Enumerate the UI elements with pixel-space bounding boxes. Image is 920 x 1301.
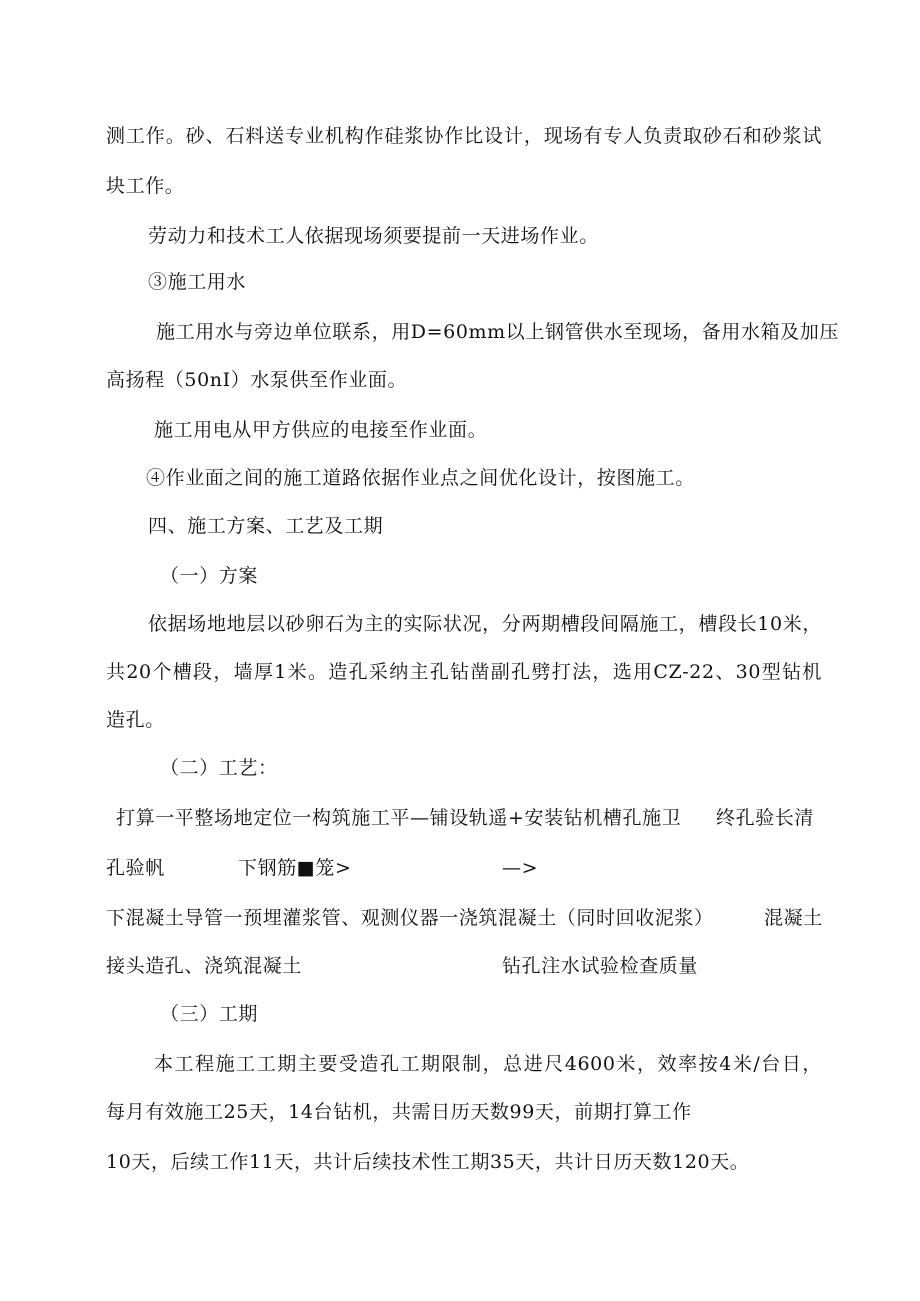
paragraph-line: 劳动力和技术工人依据现场须要提前一天进场作业。 [148,225,599,247]
subheading-plan: （一）方案 [160,565,259,587]
section-heading: 四、施工方案、工艺及工期 [148,515,384,537]
paragraph-line: 每月有效施工25天，14台钻机，共需日历天数99天，前期打算工作 [106,1101,692,1123]
subheading-water: ③施工用水 [148,271,247,293]
flow-text: 钻孔注水试验检查质量 [502,955,699,977]
flow-text: 下混凝土导管一预埋灌浆管、观测仪器一浇筑混凝土（同时回收泥浆） [106,907,714,929]
flow-text: 下钢筋■笼> [238,857,352,879]
process-flow-line [0,906,920,930]
flow-text: 接头造孔、浇筑混凝土 [106,955,303,977]
flow-text: 终孔验长清 [716,807,815,829]
paragraph-line: 本工程施工工期主要受造孔工期限制，总进尺4600米，效率按4米/台日， [154,1053,822,1075]
paragraph-line: 施工用水与旁边单位联系，用D=60mm以上钢管供水至现场，备用水箱及加压 [156,321,839,343]
process-flow-line [0,856,920,880]
process-flow-line [0,806,920,830]
paragraph-line: 造孔。 [106,709,165,731]
flow-text: 孔验帆 [106,857,165,879]
paragraph-line: 共20个槽段，墙厚1米。造孔采纳主孔钻凿副孔劈打法，选用CZ-22、30型钻机 [106,661,822,683]
flow-text: 打算一平整场地定位一构筑施工平—铺设轨遥+安装钻机槽孔施卫 [116,807,682,829]
process-flow-line [0,954,920,978]
paragraph-line: ④作业面之间的施工道路依据作业点之间优化设计，按图施工。 [146,467,695,489]
flow-arrow: —> [502,857,539,879]
paragraph-line: 10天，后续工作11天，共计后续技术性工期35天，共计日历天数120天。 [106,1151,750,1173]
paragraph-line: 依据场地地层以砂卵石为主的实际状况，分两期槽段间隔施工，槽段长10米， [148,613,822,635]
paragraph-line: 测工作。砂、石料送专业机构作硅浆协作比设计，现场有专人负责取砂石和砂浆试 [106,125,822,147]
paragraph-line: 高扬程（50nI）水泵供至作业面。 [106,369,408,391]
paragraph-line: 施工用电从甲方供应的电接至作业面。 [154,419,488,441]
subheading-schedule: （三）工期 [160,1003,259,1025]
subheading-process: （二）工艺： [160,757,278,779]
flow-text: 混凝土 [764,907,823,929]
paragraph-line: 块工作。 [106,175,185,197]
